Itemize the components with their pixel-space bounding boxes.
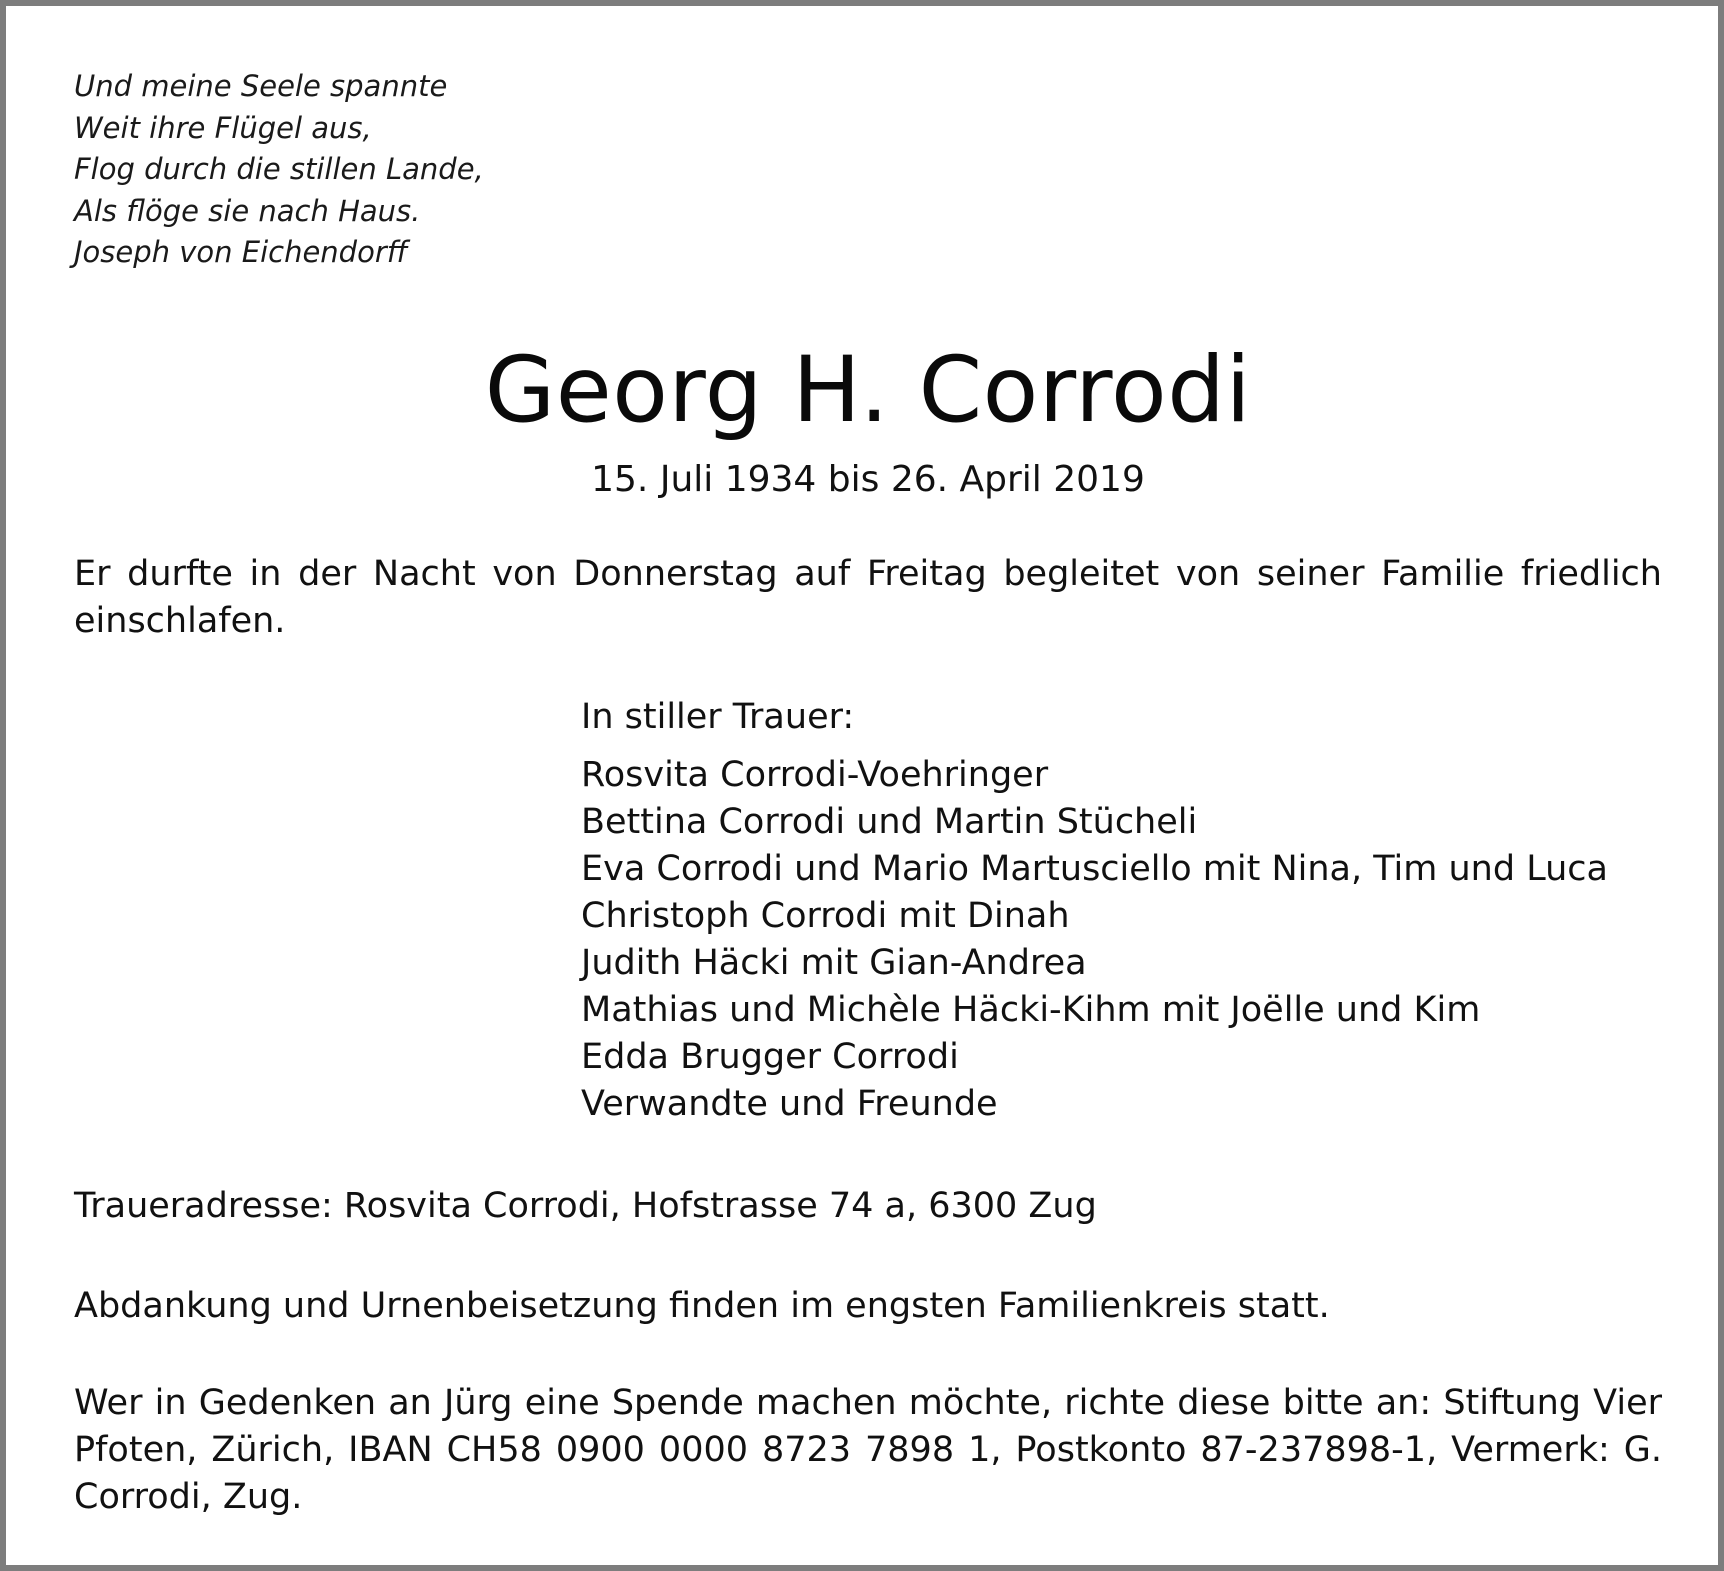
mourner-name: Edda Brugger Corrodi: [581, 1037, 959, 1077]
mourner-name: Mathias und Michèle Häcki-Kihm mit Joëlle und Kim: [581, 990, 1481, 1030]
mourning-address: Traueradresse: Rosvita Corrodi, Hofstrasse 74 a, 6300 Zug: [74, 1186, 1097, 1226]
mourner-name: Christoph Corrodi mit Dinah: [581, 896, 1070, 936]
poem-line: Und meine Seele spannte: [74, 69, 448, 103]
poem-line: Als flöge sie nach Haus.: [74, 193, 421, 228]
donation-note: Wer in Gedenken an Jürg eine Spende machen möchte, richte diese bitte an: Stiftung Vier Pfoten, Zürich, IBAN CH58 0900 0000 8723 7898 1, Postkonto 87-237898-1, Vermerk: G. Corrodi, Zug.: [74, 1383, 1662, 1517]
mourners-block: [581, 694, 1608, 1128]
poem-line: Weit ihre Flügel aus,: [74, 110, 372, 145]
mourner-name: Bettina Corrodi und Martin Stücheli: [581, 802, 1198, 842]
mourner-name: Judith Häcki mit Gian-Andrea: [581, 943, 1087, 983]
poem: [74, 66, 484, 274]
ceremony-note: Abdankung und Urnenbeisetzung finden im engsten Familienkreis statt.: [74, 1286, 1330, 1326]
poem-line: Flog durch die stillen Lande,: [74, 152, 484, 186]
life-dates: 15. Juli 1934 bis 26. April 2019: [591, 459, 1145, 500]
poem-author: Joseph von Eichendorff: [74, 235, 408, 269]
mourner-name: Rosvita Corrodi-Voehringer: [581, 755, 1049, 795]
mourner-name: Verwandte und Freunde: [581, 1084, 998, 1124]
mourner-name: Eva Corrodi und Mario Martusciello mit Nina, Tim und Luca: [581, 849, 1608, 889]
deceased-name: Georg H. Corrodi: [484, 338, 1252, 443]
announcement-text: Er durfte in der Nacht von Donnerstag auf Freitag begleitet von seiner Familie friedlich einschlafen.: [74, 554, 1662, 641]
mourners-heading: In stiller Trauer:: [581, 697, 855, 737]
mourners-list: [581, 752, 1608, 1128]
